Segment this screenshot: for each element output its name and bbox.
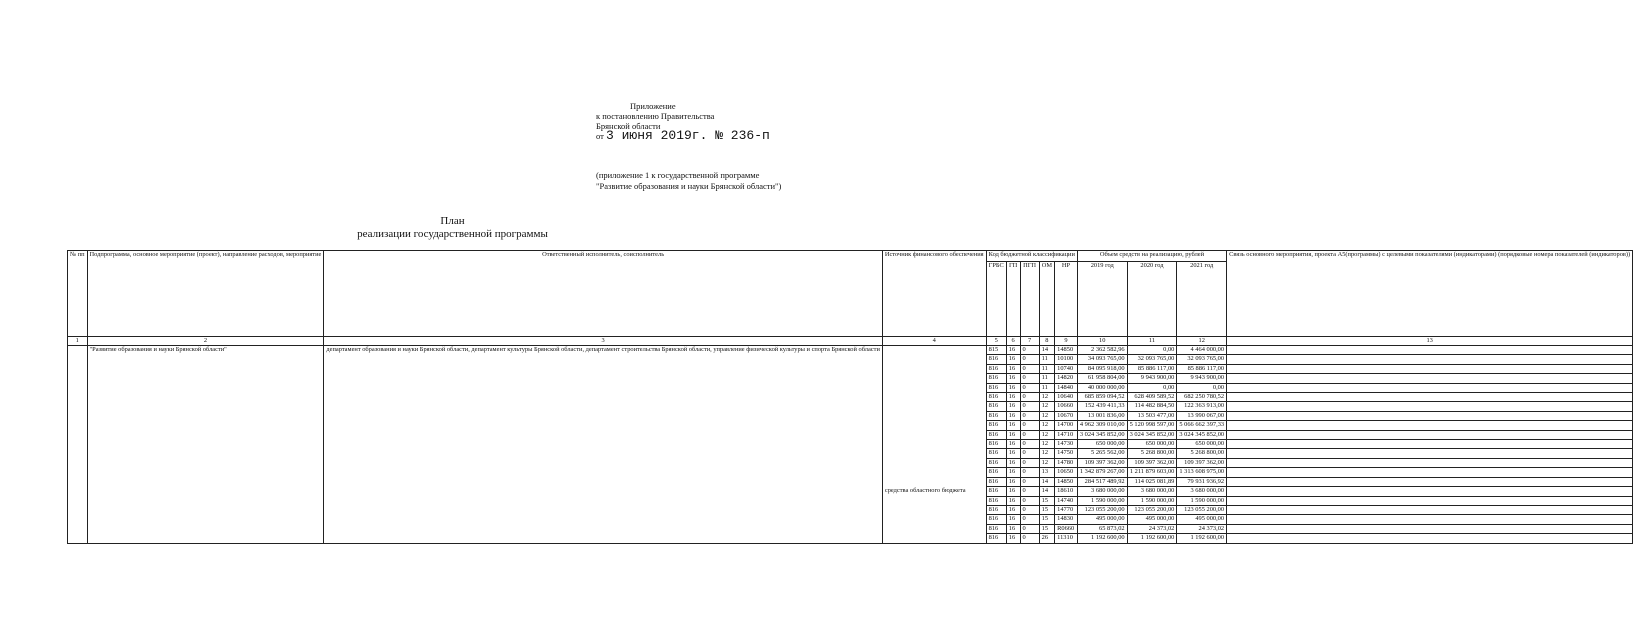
amount-2020-cell: 0,00 [1127,346,1177,355]
pgp-cell: 0 [1020,402,1039,411]
om-cell: 12 [1039,411,1055,420]
grbs-cell: 816 [986,487,1006,496]
amount-2021-cell: 4 464 000,00 [1177,346,1227,355]
pgp-cell: 0 [1020,430,1039,439]
header-subprogram: Подпрограмма, основное мероприятие (проект), направление расходов, мероприятие [87,251,324,337]
nr-cell: 10670 [1055,411,1078,420]
program-name-cell: "Развитие образования и науки Брянской области" [87,346,324,544]
om-cell: 12 [1039,430,1055,439]
pgp-cell: 0 [1020,496,1039,505]
amount-2021-cell: 24 373,02 [1177,524,1227,533]
amount-2019-cell: 65 873,02 [1077,524,1127,533]
amount-2020-cell: 1 590 000,00 [1127,496,1177,505]
om-cell: 12 [1039,402,1055,411]
column-number: 8 [1039,337,1055,346]
grbs-cell: 816 [986,421,1006,430]
grbs-cell: 816 [986,430,1006,439]
nr-cell: 14710 [1055,430,1078,439]
pgp-cell: 0 [1020,515,1039,524]
amount-2021-cell: 79 931 936,92 [1177,477,1227,486]
gp-cell: 16 [1006,402,1020,411]
pgp-cell: 0 [1020,505,1039,514]
amount-2020-cell: 3 680 000,00 [1127,487,1177,496]
grbs-cell: 815 [986,346,1006,355]
column-number: 7 [1020,337,1039,346]
om-cell: 15 [1039,496,1055,505]
om-cell: 12 [1039,421,1055,430]
indicator-link-cell [1227,346,1633,355]
amount-2021-cell: 9 943 900,00 [1177,374,1227,383]
gp-cell: 16 [1006,421,1020,430]
amount-2019-cell: 650 000,00 [1077,440,1127,449]
executor-cell: департамент образования и науки Брянской области, департамент культуры Брянской области, департамент строительства Брянской области, управление физической культуры и спорта Брянской области [324,346,883,544]
grbs-cell: 816 [986,468,1006,477]
header-gp: ГП [1006,262,1020,337]
gp-cell: 16 [1006,411,1020,420]
amount-2020-cell: 13 503 477,00 [1127,411,1177,420]
amount-2021-cell: 1 313 608 975,00 [1177,468,1227,477]
indicator-link-cell [1227,440,1633,449]
amount-2020-cell: 5 120 998 597,00 [1127,421,1177,430]
nr-cell: 10100 [1055,355,1078,364]
indicator-link-cell [1227,449,1633,458]
pgp-cell: 0 [1020,477,1039,486]
header-year-2019: 2019 год [1077,262,1127,337]
date-line [596,128,770,143]
nr-cell: 14750 [1055,449,1078,458]
om-cell: 15 [1039,515,1055,524]
column-number: 11 [1127,337,1177,346]
om-cell: 26 [1039,534,1055,543]
gp-cell: 16 [1006,440,1020,449]
amount-2021-cell: 3 024 345 852,00 [1177,430,1227,439]
plan-title-line1: План [440,215,465,227]
om-cell: 15 [1039,505,1055,514]
header-grbs: ГРБС [986,262,1006,337]
amount-2019-cell: 34 093 765,00 [1077,355,1127,364]
header-nr: НР [1055,262,1078,337]
amount-2020-cell: 495 000,00 [1127,515,1177,524]
column-number: 2 [87,337,324,346]
grbs-cell: 816 [986,440,1006,449]
grbs-cell: 816 [986,515,1006,524]
gp-cell: 16 [1006,534,1020,543]
amount-2021-cell: 123 055 200,00 [1177,505,1227,514]
header-pgp: ПГП [1020,262,1039,337]
amount-2021-cell: 1 590 000,00 [1177,496,1227,505]
nr-cell: 14700 [1055,421,1078,430]
grbs-cell: 816 [986,458,1006,467]
header-executor: Ответственный исполнитель, соисполнитель [324,251,883,337]
nr-cell: 10740 [1055,364,1078,373]
om-cell: 12 [1039,458,1055,467]
amount-2021-cell: 1 192 600,00 [1177,534,1227,543]
indicator-link-cell [1227,421,1633,430]
header-year-2021: 2021 год [1177,262,1227,337]
decree-date: 3 июня 2019г. № 236-п [605,128,770,143]
column-number: 3 [324,337,883,346]
amount-2021-cell: 495 000,00 [1177,515,1227,524]
amount-2020-cell: 1 211 879 603,00 [1127,468,1177,477]
date-prefix: от [596,131,604,141]
amount-2020-cell: 114 482 884,50 [1127,402,1177,411]
nr-cell: 14740 [1055,496,1078,505]
nr-cell: 10640 [1055,393,1078,402]
amount-2019-cell: 152 439 411,33 [1077,402,1127,411]
amount-2019-cell: 2 362 582,96 [1077,346,1127,355]
program-note [596,170,781,192]
amount-2019-cell: 40 000 000,00 [1077,383,1127,392]
column-number: 6 [1006,337,1020,346]
om-cell: 11 [1039,383,1055,392]
pgp-cell: 0 [1020,411,1039,420]
gp-cell: 16 [1006,496,1020,505]
amount-2021-cell: 109 397 362,00 [1177,458,1227,467]
pgp-cell: 0 [1020,449,1039,458]
indicator-link-cell [1227,505,1633,514]
appendix-label: Приложение [630,101,676,111]
plan-title-line2: реализации государственной программы [357,228,548,240]
column-number: 13 [1227,337,1633,346]
indicator-link-cell [1227,487,1633,496]
amount-2020-cell: 9 943 900,00 [1127,374,1177,383]
header-amount: Объем средств на реализацию, рублей [1077,251,1226,262]
amount-2019-cell: 13 001 836,00 [1077,411,1127,420]
om-cell: 11 [1039,364,1055,373]
amount-2021-cell: 122 363 913,00 [1177,402,1227,411]
amount-2020-cell: 5 268 800,00 [1127,449,1177,458]
amount-2020-cell: 24 373,02 [1127,524,1177,533]
om-cell: 14 [1039,346,1055,355]
amount-2020-cell: 3 024 345 852,00 [1127,430,1177,439]
pgp-cell: 0 [1020,355,1039,364]
gp-cell: 16 [1006,355,1020,364]
nr-cell: 14850 [1055,477,1078,486]
column-number: 10 [1077,337,1127,346]
amount-2019-cell: 284 517 489,92 [1077,477,1127,486]
amount-2019-cell: 4 962 309 010,00 [1077,421,1127,430]
grbs-cell: 816 [986,355,1006,364]
amount-2019-cell: 3 024 345 852,00 [1077,430,1127,439]
amount-2019-cell: 123 055 200,00 [1077,505,1127,514]
indicator-link-cell [1227,364,1633,373]
amount-2019-cell: 495 000,00 [1077,515,1127,524]
nr-cell: 10660 [1055,402,1078,411]
pgp-cell: 0 [1020,468,1039,477]
amount-2020-cell: 0,00 [1127,383,1177,392]
header-year-2020: 2020 год [1127,262,1177,337]
gp-cell: 16 [1006,374,1020,383]
gp-cell: 16 [1006,524,1020,533]
source-cell-empty [882,346,986,487]
amount-2019-cell: 5 265 562,00 [1077,449,1127,458]
grbs-cell: 816 [986,393,1006,402]
gp-cell: 16 [1006,505,1020,514]
header-source: Источник финансового обеспечения [882,251,986,337]
grbs-cell: 816 [986,496,1006,505]
amount-2020-cell: 114 025 081,89 [1127,477,1177,486]
amount-2019-cell: 1 342 879 267,00 [1077,468,1127,477]
grbs-cell: 816 [986,364,1006,373]
amount-2019-cell: 3 680 000,00 [1077,487,1127,496]
gp-cell: 16 [1006,393,1020,402]
amount-2021-cell: 0,00 [1177,383,1227,392]
grbs-cell: 816 [986,449,1006,458]
amount-2021-cell: 650 000,00 [1177,440,1227,449]
gp-cell: 16 [1006,449,1020,458]
table-header-row [68,251,1633,262]
grbs-cell: 816 [986,477,1006,486]
pgp-cell: 0 [1020,364,1039,373]
column-number: 12 [1177,337,1227,346]
pgp-cell: 0 [1020,534,1039,543]
source-cell: средства областного бюджета [882,487,986,543]
pgp-cell: 0 [1020,524,1039,533]
indicator-link-cell [1227,374,1633,383]
amount-2019-cell: 1 192 600,00 [1077,534,1127,543]
grbs-cell: 816 [986,383,1006,392]
gp-cell: 16 [1006,515,1020,524]
indicator-link-cell [1227,411,1633,420]
indicator-link-cell [1227,430,1633,439]
amount-2019-cell: 109 397 362,00 [1077,458,1127,467]
pgp-cell: 0 [1020,383,1039,392]
amount-2021-cell: 13 990 067,00 [1177,411,1227,420]
amount-2021-cell: 5 268 800,00 [1177,449,1227,458]
nr-cell: R0660 [1055,524,1078,533]
pgp-cell: 0 [1020,374,1039,383]
column-numbers-row [68,337,1633,346]
decree-line: к постановлению Правительства [596,111,715,121]
amount-2020-cell: 123 055 200,00 [1127,505,1177,514]
pgp-cell: 0 [1020,458,1039,467]
amount-2021-cell: 682 250 780,52 [1177,393,1227,402]
appendix-header [596,101,770,141]
indicator-link-cell [1227,468,1633,477]
nr-cell: 14730 [1055,440,1078,449]
nr-cell: 14770 [1055,505,1078,514]
table-row [68,346,1633,355]
pgp-cell: 0 [1020,440,1039,449]
program-note-line2: "Развитие образования и науки Брянской области") [596,181,782,191]
gp-cell: 16 [1006,383,1020,392]
grbs-cell: 816 [986,411,1006,420]
gp-cell: 16 [1006,458,1020,467]
indicator-link-cell [1227,515,1633,524]
amount-2021-cell: 3 680 000,00 [1177,487,1227,496]
gp-cell: 16 [1006,430,1020,439]
nr-cell: 14850 [1055,346,1078,355]
grbs-cell: 816 [986,524,1006,533]
amount-2021-cell: 32 093 765,00 [1177,355,1227,364]
column-number: 4 [882,337,986,346]
amount-2021-cell: 85 886 117,00 [1177,364,1227,373]
grbs-cell: 816 [986,374,1006,383]
header-budget-code: Код бюджетной классификации [986,251,1077,262]
amount-2020-cell: 650 000,00 [1127,440,1177,449]
om-cell: 15 [1039,524,1055,533]
nr-cell: 10650 [1055,468,1078,477]
om-cell: 12 [1039,449,1055,458]
amount-2020-cell: 1 192 600,00 [1127,534,1177,543]
row-number-cell [68,346,88,544]
pgp-cell: 0 [1020,487,1039,496]
nr-cell: 11310 [1055,534,1078,543]
indicator-link-cell [1227,458,1633,467]
nr-cell: 14830 [1055,515,1078,524]
pgp-cell: 0 [1020,393,1039,402]
header-om: ОМ [1039,262,1055,337]
om-cell: 14 [1039,477,1055,486]
grbs-cell: 816 [986,505,1006,514]
program-note-line1: (приложение 1 к государственной программе [596,170,760,180]
grbs-cell: 816 [986,534,1006,543]
amount-2020-cell: 109 397 362,00 [1127,458,1177,467]
om-cell: 13 [1039,468,1055,477]
amount-2020-cell: 628 409 589,52 [1127,393,1177,402]
region-line: Брянской области [596,121,661,131]
gp-cell: 16 [1006,477,1020,486]
amount-2020-cell: 85 886 117,00 [1127,364,1177,373]
om-cell: 11 [1039,374,1055,383]
grbs-cell: 816 [986,402,1006,411]
indicator-link-cell [1227,383,1633,392]
amount-2020-cell: 32 093 765,00 [1127,355,1177,364]
column-number: 9 [1055,337,1078,346]
column-number: 5 [986,337,1006,346]
gp-cell: 16 [1006,364,1020,373]
column-number: 1 [68,337,88,346]
plan-title [0,215,905,241]
indicator-link-cell [1227,524,1633,533]
nr-cell: 14840 [1055,383,1078,392]
nr-cell: 14780 [1055,458,1078,467]
nr-cell: 18610 [1055,487,1078,496]
pgp-cell: 0 [1020,421,1039,430]
om-cell: 12 [1039,440,1055,449]
amount-2019-cell: 685 859 094,52 [1077,393,1127,402]
om-cell: 14 [1039,487,1055,496]
header-link: Связь основного мероприятия, проекта А5(программы) с целевыми показателями (индикаторами) (порядковые номера показателей (индикаторов)) [1227,251,1633,337]
indicator-link-cell [1227,534,1633,543]
om-cell: 11 [1039,355,1055,364]
gp-cell: 16 [1006,487,1020,496]
amount-2019-cell: 84 095 918,00 [1077,364,1127,373]
indicator-link-cell [1227,355,1633,364]
indicator-link-cell [1227,477,1633,486]
header-no: № пп [68,251,88,337]
nr-cell: 14820 [1055,374,1078,383]
amount-2019-cell: 61 958 804,00 [1077,374,1127,383]
plan-table [67,250,1633,544]
indicator-link-cell [1227,402,1633,411]
amount-2021-cell: 5 066 662 397,33 [1177,421,1227,430]
amount-2019-cell: 1 590 000,00 [1077,496,1127,505]
indicator-link-cell [1227,496,1633,505]
gp-cell: 16 [1006,346,1020,355]
indicator-link-cell [1227,393,1633,402]
gp-cell: 16 [1006,468,1020,477]
pgp-cell: 0 [1020,346,1039,355]
om-cell: 12 [1039,393,1055,402]
